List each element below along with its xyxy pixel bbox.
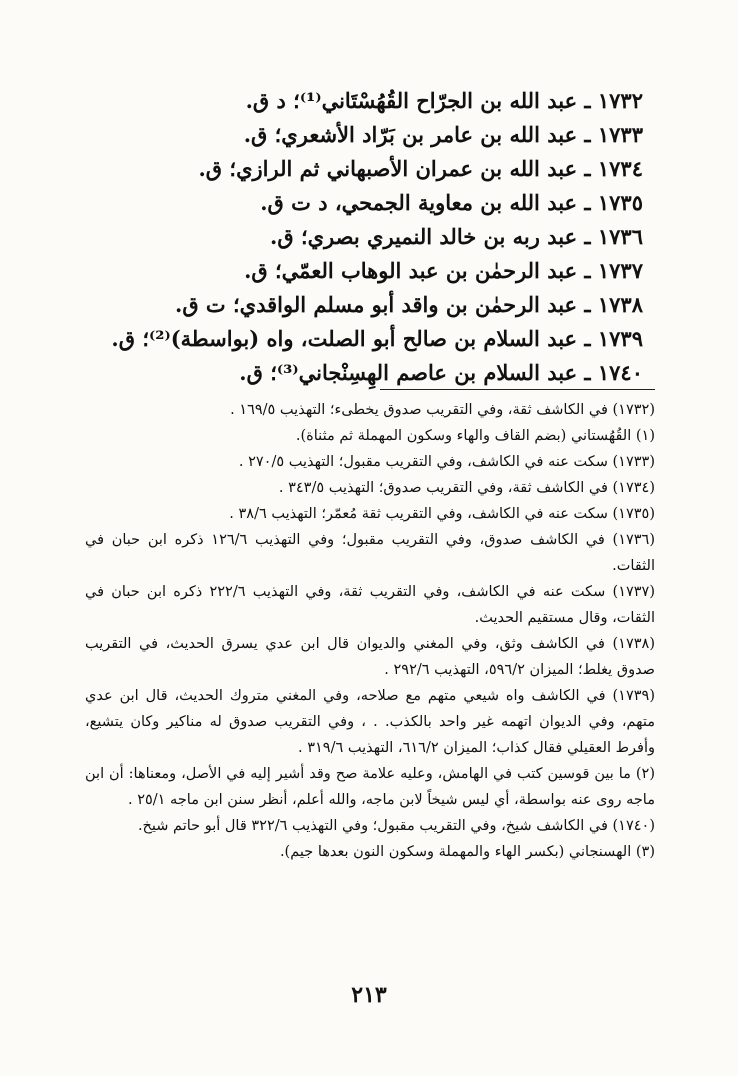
footnote-3: (٣) الهسنجاني (بكسر الهاء والمهملة وسكون النون بعدها جيم). — [279, 844, 655, 860]
entry-1738: ١٧٣٨ ـ عبد الرحمٰن بن واقد أبو مسلم الواقدي؛ ت ق. — [175, 292, 643, 317]
narrator-entries — [83, 84, 643, 390]
note-1736: (١٧٣٦) في الكاشف صدوق، وفي التقريب مقبول؛ وفي التهذيب ١٢٦/٦ ذكره ابن حبان في الثقات. — [85, 532, 656, 574]
footnote-divider — [380, 389, 655, 390]
page-number: ٢١٣ — [351, 982, 387, 1008]
entry-1732: ١٧٣٢ ـ عبد الله بن الجرّاح القُهُسْتَاني⁽¹⁾؛ د ق. — [245, 88, 643, 113]
footnotes — [85, 397, 655, 865]
note-1735: (١٧٣٥) سكت عنه في الكاشف، وفي التقريب ثقة مُعمّر؛ التهذيب ٣٨/٦ . — [229, 506, 655, 522]
note-1740: (١٧٤٠) في الكاشف شيخ، وفي التقريب مقبول؛ وفي التهذيب ٣٢٢/٦ قال أبو حاتم شيخ. — [137, 818, 655, 834]
entry-1734: ١٧٣٤ ـ عبد الله بن عمران الأصبهاني ثم الرازي؛ ق. — [198, 156, 643, 181]
entry-1736: ١٧٣٦ ـ عبد ربه بن خالد النميري بصري؛ ق. — [270, 224, 643, 249]
note-1732: (١٧٣٢) في الكاشف ثقة، وفي التقريب صدوق يخطىء؛ التهذيب ١٦٩/٥ . — [230, 402, 655, 418]
entry-1740: ١٧٤٠ ـ عبد السلام بن عاصم الهِسِنْجاني⁽³⁾؛ ق. — [239, 360, 643, 385]
entry-1739: ١٧٣٩ ـ عبد السلام بن صالح أبو الصلت، واه (بواسطة)⁽²⁾؛ ق. — [111, 326, 643, 351]
footnote-2: (٢) ما بين قوسين كتب في الهامش، وعليه علامة صح وقد أشير إليه في الأصل، ومعناها: أن ابن ماجه روى عنه بواسطة، أي ليس شيخاً لابن ماجه، والله أعلم، أنظر سنن ابن ماجه ٢٥/١ . — [85, 766, 655, 808]
footnote-1: (١) القُهُستاني (بضم القاف والهاء وسكون المهملة ثم مثناة). — [295, 428, 655, 444]
note-1734: (١٧٣٤) في الكاشف ثقة، وفي التقريب صدوق؛ التهذيب ٣٤٣/٥ . — [278, 480, 655, 496]
note-1738: (١٧٣٨) في الكاشف وثق، وفي المغني والديوان قال ابن عدي يسرق الحديث، في التقريب صدوق يغلط؛ الميزان ٥٩٦/٢، التهذيب ٢٩٢/٦ . — [85, 636, 655, 678]
note-1733: (١٧٣٣) سكت عنه في الكاشف، وفي التقريب مقبول؛ التهذيب ٢٧٠/٥ . — [238, 454, 655, 470]
note-1737: (١٧٣٧) سكت عنه في الكاشف، وفي التقريب ثقة، وفي التهذيب ٢٢٢/٦ ذكره ابن حبان في الثقات، وقال مستقيم الحديث. — [85, 584, 656, 626]
note-1739: (١٧٣٩) في الكاشف واه شيعي متهم مع صلاحه، وفي المغني متروك الحديث، قال ابن عدي متهم، وفي الديوان اتهمه غير واحد بالكذب. . ، وفي التقريب صدوق له مناكير وكان يتشيع، وأفرط العقيلي فقال كذاب؛ الميزان ٦١٦/٢، التهذيب ٣١٩/٦ . — [85, 688, 655, 756]
entry-1735: ١٧٣٥ ـ عبد الله بن معاوية الجمحي، د ت ق. — [260, 190, 643, 215]
entry-1737: ١٧٣٧ ـ عبد الرحمٰن بن عبد الوهاب العمّي؛ ق. — [244, 258, 643, 283]
entry-1733: ١٧٣٣ ـ عبد الله بن عامر بن بَرّاد الأشعري؛ ق. — [243, 122, 643, 147]
